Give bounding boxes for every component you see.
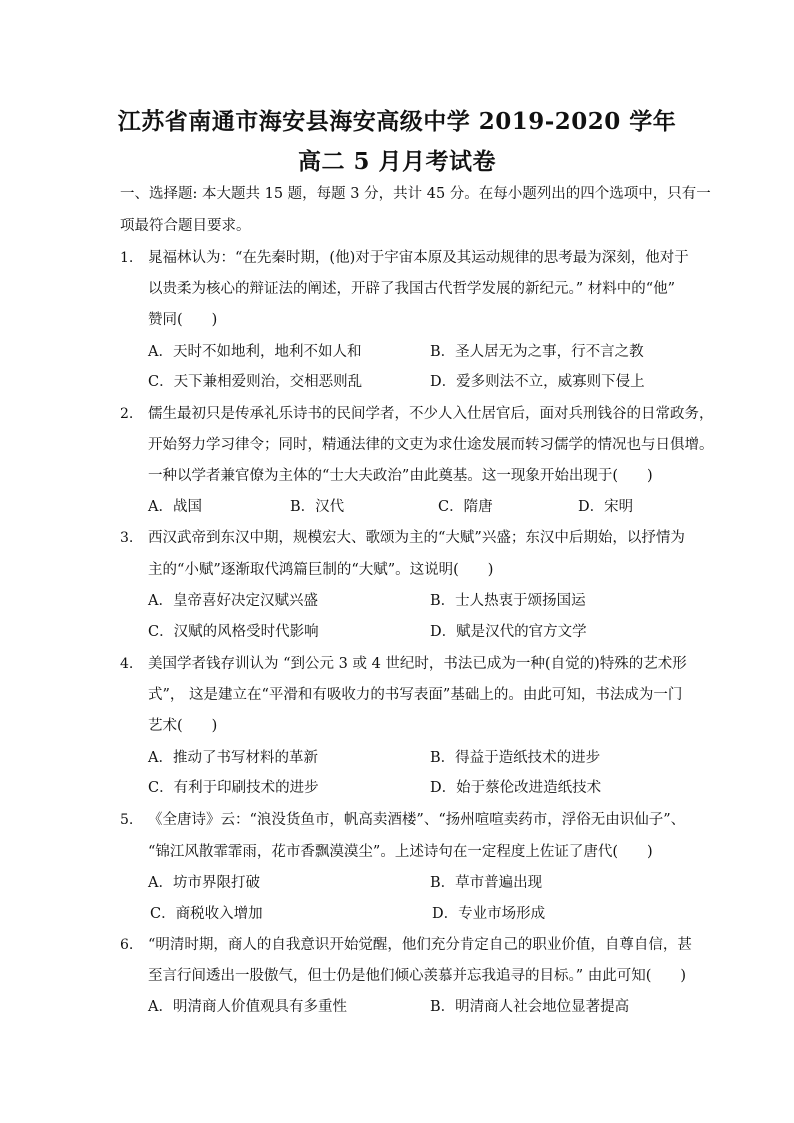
question-text: 开始努力学习律令；同时，精通法律的文吏为求仕途发展而转习儒学的情况也与日俱增。 xyxy=(148,437,714,453)
option-a: A．皇帝喜好决定汉赋兴盛 xyxy=(148,593,318,609)
option-b: B．汉代 xyxy=(290,499,345,515)
question-text: 晁福林认为：“在先秦时期，(他)对于宇宙本原及其运动规律的思考最为深刻，他对于 xyxy=(148,250,689,266)
question-text: 赞同( ) xyxy=(148,312,218,328)
question-text: 艺术( ) xyxy=(148,718,218,734)
option-b: B．圣人居无为之事，行不言之教 xyxy=(430,344,644,360)
section-instruction: 一、选择题: 本大题共 15 题，每题 3 分，共计 45 分。在每小题列出的四个选项中，只有一 xyxy=(120,186,711,202)
option-d: D．赋是汉代的官方文学 xyxy=(430,624,587,640)
option-d: D．爱多则法不立，威寡则下侵上 xyxy=(430,374,645,390)
question-number: 5. xyxy=(120,812,134,828)
option-c: C．商税收入增加 xyxy=(150,906,263,922)
option-b: B．士人热衷于颂扬国运 xyxy=(430,593,586,609)
option-a: A．战国 xyxy=(148,499,202,515)
question-number: 2. xyxy=(120,406,134,422)
option-c: C．有利于印刷技术的进步 xyxy=(148,780,319,796)
option-a: A．明清商人价值观具有多重性 xyxy=(148,999,347,1015)
question-text: 西汉武帝到东汉中期，规模宏大、歌颂为主的“大赋”兴盛；东汉中后期始，以抒情为 xyxy=(148,530,685,546)
question-text: 以贵柔为核心的辩证法的阐述，开辟了我国古代哲学发展的新纪元。” 材料中的“他” xyxy=(148,281,676,297)
question-text: “锦江风散霏霏雨，花市香飘漠漠尘”。上述诗句在一定程度上佐证了唐代( ) xyxy=(148,844,653,860)
question-text: 至言行间透出一股傲气，但士仍是他们倾心羡慕并忘我追寻的目标。” 由此可知( ) xyxy=(148,968,687,984)
option-d: D．宋明 xyxy=(578,499,634,515)
option-a: A．天时不如地利，地利不如人和 xyxy=(148,344,362,360)
question-text: 儒生最初只是传承礼乐诗书的民间学者，不少人入仕居官后，面对兵刑钱谷的日常政务， xyxy=(148,406,714,422)
option-a: A．坊市界限打破 xyxy=(148,875,260,891)
option-b: B．得益于造纸技术的进步 xyxy=(430,750,601,766)
option-c: C．天下兼相爱则治，交相恶则乱 xyxy=(148,374,363,390)
question-text: 《全唐诗》云：“浪没货鱼市，帆高卖酒楼”、“扬州喧喧卖药市，浮俗无由识仙子”、 xyxy=(148,812,686,828)
exam-title: 江苏省南通市海安县海安高级中学 2019-2020 学年 xyxy=(117,108,677,135)
question-text: 式”， 这是建立在“平滑和有吸收力的书写表面”基础上的。由此可知，书法成为一门 xyxy=(148,687,683,703)
option-c: C．汉赋的风格受时代影响 xyxy=(148,624,319,640)
question-number: 3. xyxy=(120,530,134,546)
section-instruction: 项最符合题目要求。 xyxy=(120,218,251,234)
question-number: 4. xyxy=(120,656,134,672)
question-text: 美国学者钱存训认为 “到公元 3 或 4 世纪时，书法已成为一种(自觉的)特殊的艺术形 xyxy=(148,656,687,672)
option-a: A．推动了书写材料的革新 xyxy=(148,750,318,766)
option-c: C．隋唐 xyxy=(438,499,493,515)
option-b: B．明清商人社会地位显著提高 xyxy=(430,999,630,1015)
option-d: D．始于蔡伦改进造纸技术 xyxy=(430,780,602,796)
question-text: 一种以学者兼官僚为主体的“士大夫政治”由此奠基。这一现象开始出现于( ) xyxy=(148,468,653,484)
question-text: “明清时期，商人的自我意识开始觉醒，他们充分肯定自己的职业价值，自尊自信，甚 xyxy=(148,937,692,953)
option-b: B．草市普遍出现 xyxy=(430,875,543,891)
question-number: 6. xyxy=(120,937,134,953)
question-number: 1. xyxy=(120,250,134,266)
exam-subtitle: 高二 5 月月考试卷 xyxy=(297,148,497,175)
question-text: 主的“小赋”逐渐取代鸿篇巨制的“大赋”。这说明( ) xyxy=(148,562,494,578)
option-d: D．专业市场形成 xyxy=(432,906,546,922)
